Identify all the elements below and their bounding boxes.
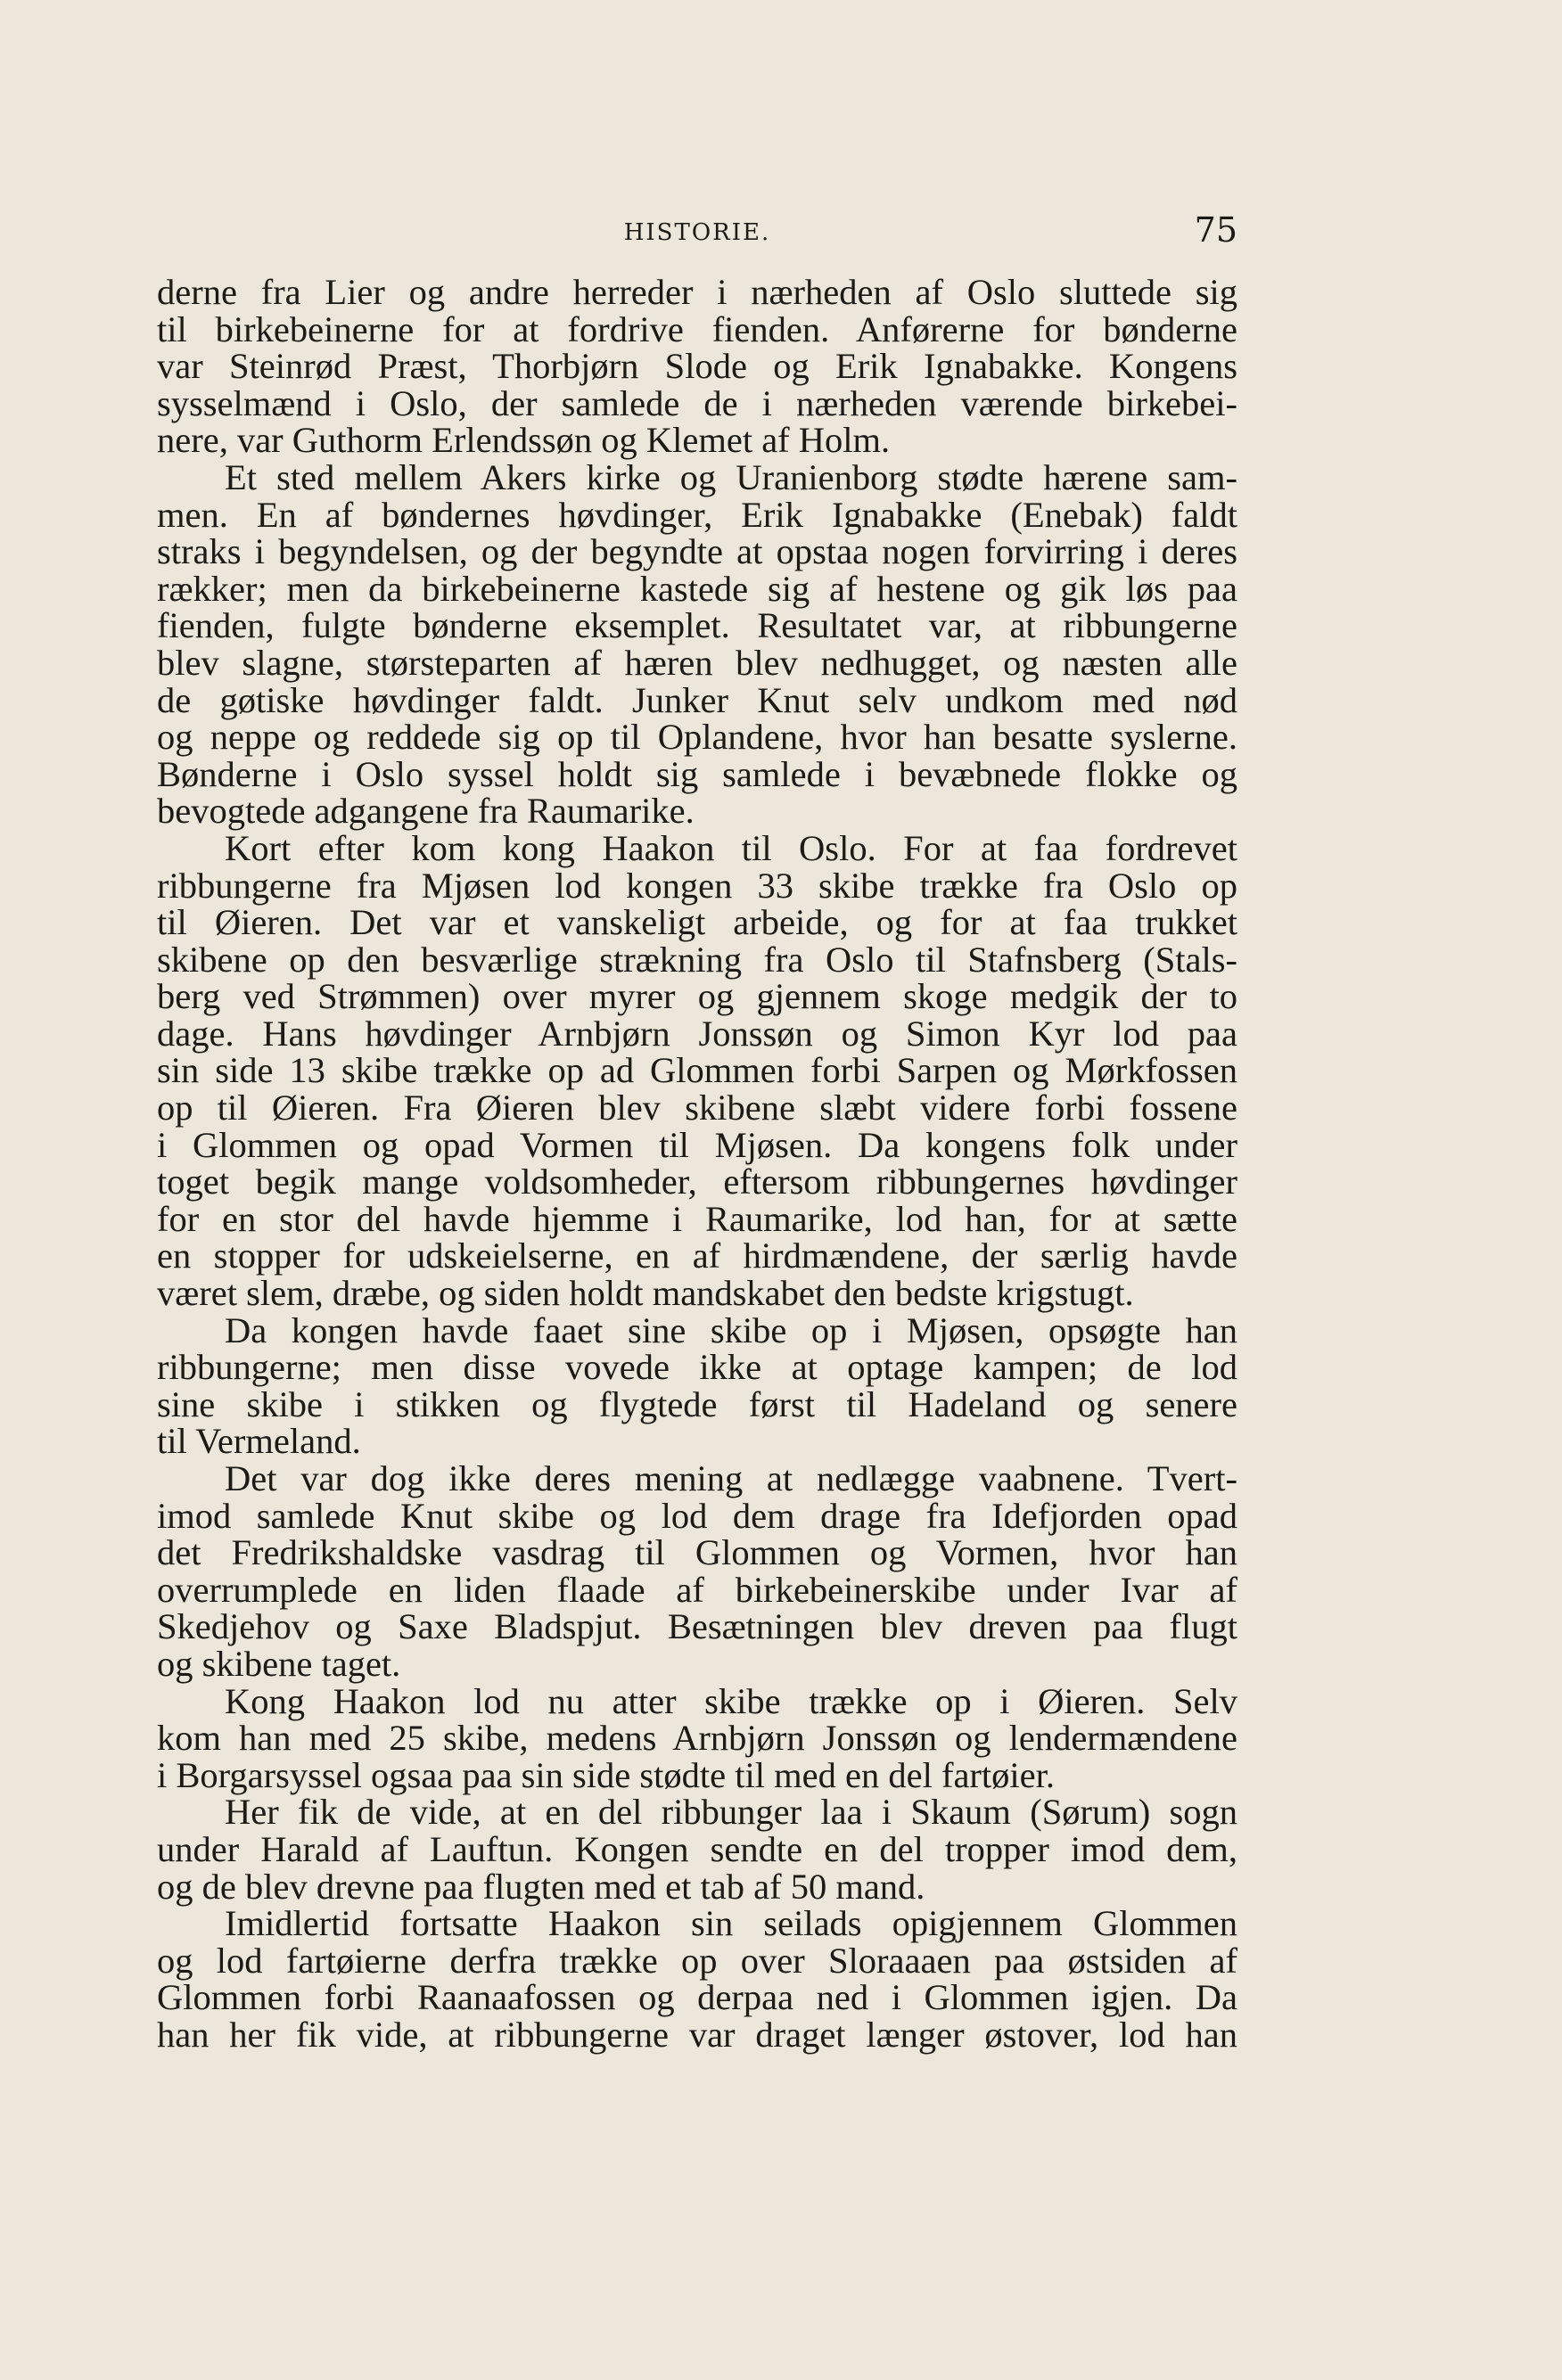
text-line: overrumplede en liden flaade af birkebeinerskibe under Ivar af [157,1569,1237,1610]
text-line: Kort efter kom kong Haakon til Oslo. For at faa fordrevet [225,827,1237,868]
text-line: toget begik mange voldsomheder, eftersom ribbungernes høvdinger [157,1161,1237,1202]
text-line: nere, var Guthorm Erlendssøn og Klemet af Holm. [157,420,891,461]
text-line: han her fik vide, at ribbungerne var draget længer østover, lod han [157,2014,1237,2055]
body-text [157,274,1237,2054]
text-line: Skedjehov og Saxe Bladspjut. Besætningen blev dreven paa flugt [157,1606,1237,1647]
text-line: blev slagne, størsteparten af hæren blev nedhugget, og næsten alle [157,642,1237,683]
text-line: til Vermeland. [157,1421,361,1462]
text-line: var Steinrød Præst, Thorbjørn Slode og Erik Ignabakke. Kongens [157,346,1237,387]
page-number: 75 [1194,210,1237,250]
running-title: HISTORIE. [623,219,771,246]
text-line: under Harald af Lauftun. Kongen sendte en del tropper imod dem, [157,1828,1237,1869]
text-line: men. En af bøndernes høvdinger, Erik Ignabakke (Enebak) faldt [157,494,1237,535]
text-line: skibene op den besværlige strækning fra Oslo til Stafnsberg (Stals- [157,939,1237,980]
text-line: for en stor del havde hjemme i Raumarike, lod han, for at sætte [157,1198,1237,1239]
text-line: og neppe og reddede sig op til Oplandene, hvor han besatte syslerne. [157,717,1237,758]
text-line: været slem, dræbe, og siden holdt mandskabet den bedste krigstugt. [157,1273,1134,1314]
text-line: sysselmænd i Oslo, der samlede de i nærheden værende birkebei- [157,382,1237,423]
page-header [157,210,1237,255]
text-line: Et sted mellem Akers kirke og Uranienborg stødte hærene sam- [225,456,1237,497]
text-line: straks i begyndelsen, og der begyndte at opstaa nogen forvirring i deres [157,531,1237,572]
text-line: Bønderne i Oslo syssel holdt sig samlede i bevæbnede flokke og [157,753,1237,794]
text-line: fienden, fulgte bønderne eksemplet. Resultatet var, at ribbungerne [157,605,1237,646]
text-line: dage. Hans høvdinger Arnbjørn Jonssøn og Simon Kyr lod paa [157,1013,1237,1054]
text-line: i Borgarsyssel ogsaa paa sin side stødte til med en del fartøier. [157,1754,1056,1795]
text-line: en stopper for udskeielserne, en af hirdmændene, der særlig havde [157,1235,1237,1276]
text-line: og skibene taget. [157,1643,401,1684]
text-line: sin side 13 skibe trække op ad Glommen forbi Sarpen og Mørkfossen [157,1050,1237,1091]
text-line: ribbungerne; men disse vovede ikke at optage kampen; de lod [157,1347,1237,1388]
text-line: derne fra Lier og andre herreder i nærheden af Oslo sluttede sig [157,272,1237,312]
text-line: til birkebeinerne for at fordrive fienden. Anførerne for bønderne [157,308,1237,349]
text-line: bevogtede adgangene fra Raumarike. [157,791,695,832]
text-line: til Øieren. Det var et vanskeligt arbeide, og for at faa trukket [157,902,1237,943]
text-line: kom han med 25 skibe, medens Arnbjørn Jonssøn og lendermændene [157,1718,1237,1759]
text-line: Kong Haakon lod nu atter skibe trække op i Øieren. Selv [225,1680,1237,1721]
text-line: i Glommen og opad Vormen til Mjøsen. Da kongens folk under [157,1124,1237,1165]
text-line: rækker; men da birkebeinerne kastede sig af hestene og gik løs paa [157,568,1237,609]
text-line: og de blev drevne paa flugten med et tab af 50 mand. [157,1866,925,1907]
text-line: Her fik de vide, at en del ribbunger laa i Skaum (Sørum) sogn [225,1792,1237,1833]
text-line: berg ved Strømmen) over myrer og gjennem skoge medgik der to [157,976,1237,1017]
text-line: Imidlertid fortsatte Haakon sin seilads opigjennem Glommen [225,1903,1237,1944]
text-line: Det var dog ikke deres mening at nedlægge vaabnene. Tvert- [225,1458,1237,1498]
text-line: Da kongen havde faaet sine skibe op i Mjøsen, opsøgte han [225,1309,1237,1350]
text-line: Glommen forbi Raanaafossen og derpaa ned i Glommen igjen. Da [157,1977,1237,2018]
text-line: imod samlede Knut skibe og lod dem drage fra Idefjorden opad [157,1495,1237,1536]
text-line: op til Øieren. Fra Øieren blev skibene slæbt videre forbi fossene [157,1087,1237,1128]
text-line: ribbungerne fra Mjøsen lod kongen 33 skibe trække fra Oslo op [157,865,1237,906]
text-line: og lod fartøierne derfra trække op over Sloraaaen paa østsiden af [157,1940,1237,1981]
text-line: det Fredrikshaldske vasdrag til Glommen og Vormen, hvor han [157,1532,1237,1573]
text-line: de gøtiske høvdinger faldt. Junker Knut selv undkom med nød [157,679,1237,720]
text-line: sine skibe i stikken og flygtede først til Hadeland og senere [157,1383,1237,1424]
